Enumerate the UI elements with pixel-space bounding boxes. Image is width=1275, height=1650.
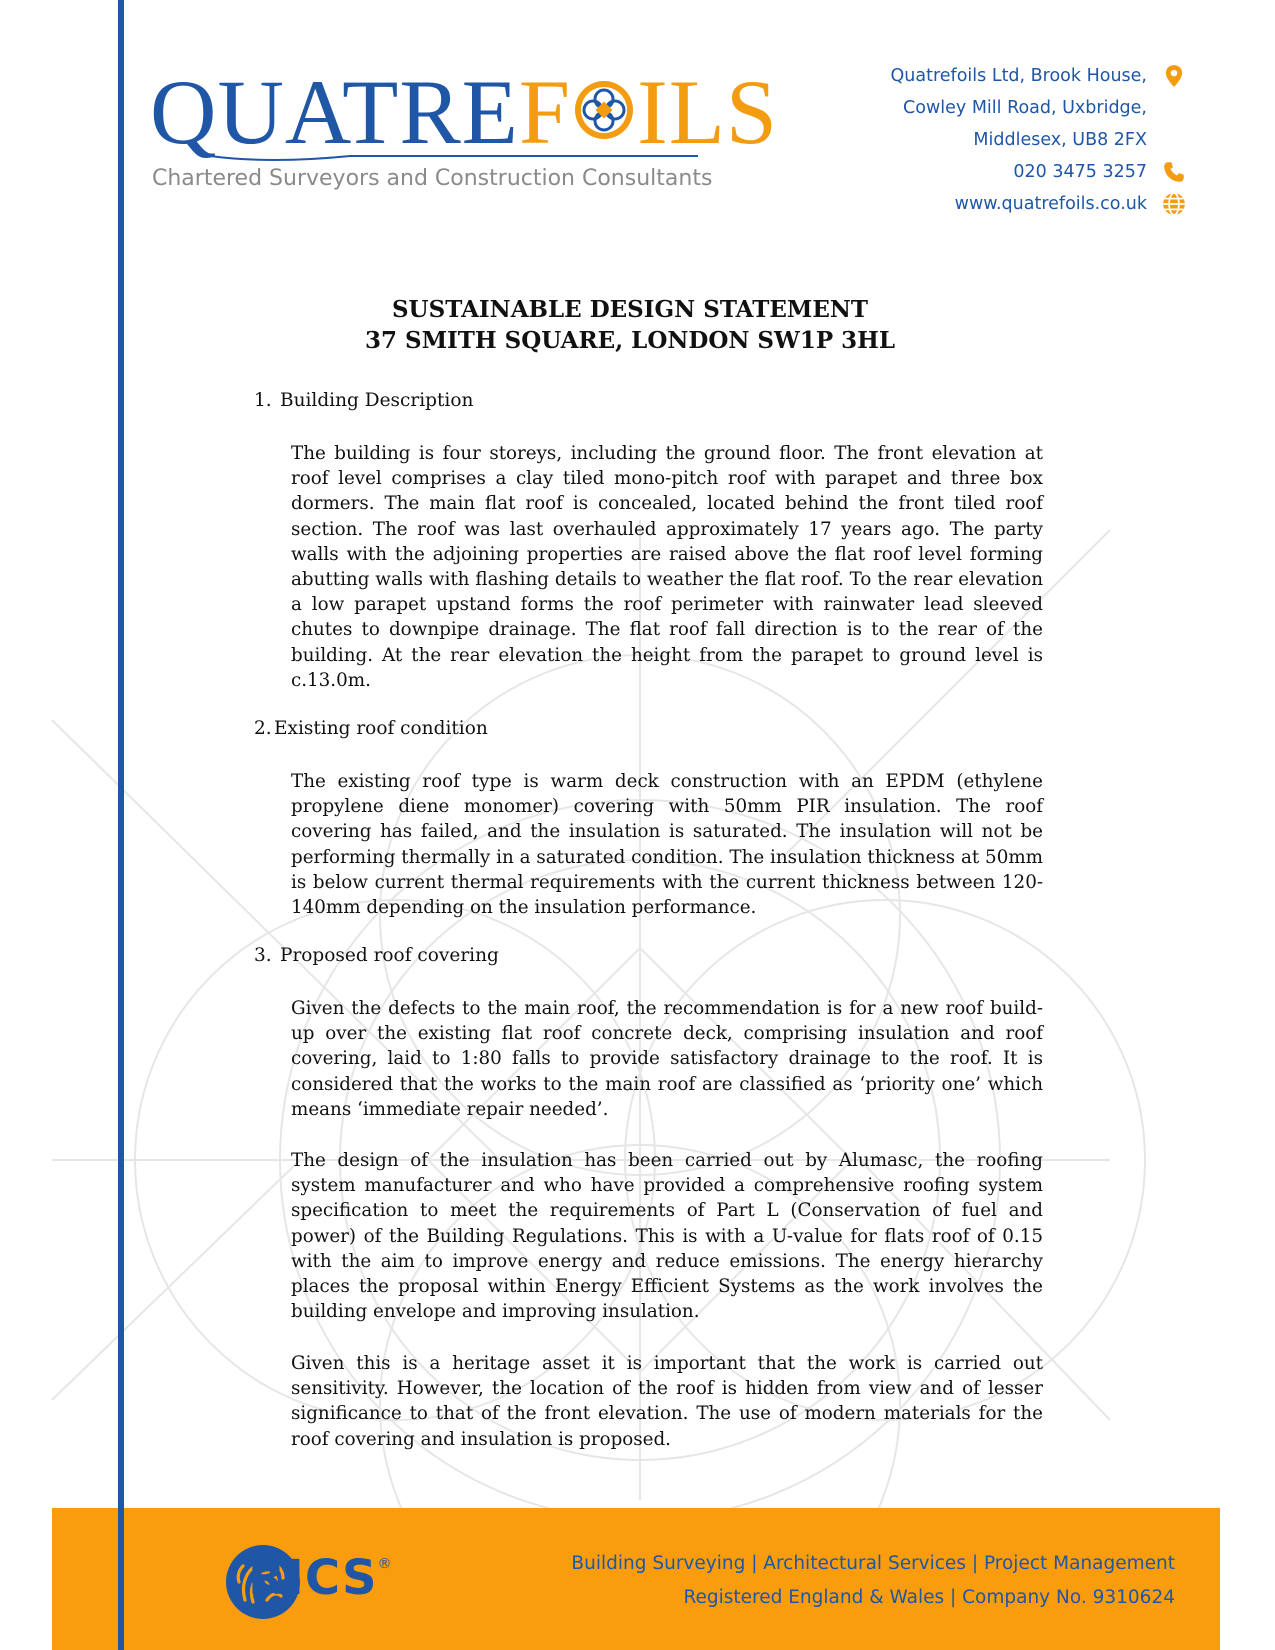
footer-registration: Registered England & Wales | Company No. 9310624 <box>683 1587 1175 1608</box>
logo-word-rest: ILS <box>637 61 779 163</box>
quatrefoil-icon <box>573 79 635 141</box>
paragraph: The building is four storeys, including the ground floor. The front elevation at roof level comprises a clay tiled mono-pitch roof with parapet and three box dormers. The main flat roof is concealed, located behind the front tiled roof section. The roof was last overhauled approximately 17 years ago. The party walls with the adjoining properties are raised above the flat roof level forming abutting walls with flashing details to weather the flat roof. To the rear elevation a low parapet upstand forms the roof perimeter with rainwater lead sleeved chutes to downpipe drainage. The flat roof fall direction is to the rear of the building. At the rear elevation the height from the parapet to ground level is c.13.0m. <box>291 443 1043 691</box>
website-link[interactable]: www.quatrefoils.co.uk <box>954 194 1147 214</box>
rics-label <box>248 1550 393 1606</box>
map-pin-icon <box>1161 63 1187 89</box>
paragraph: Given this is a heritage asset it is important that the work is carried out sensitivity. However, the location of the roof is hidden from view and of lesser significance to that of the front elevation. The use of modern materials for the roof covering and insulation is proposed. <box>291 1353 1043 1450</box>
rics-label-text: RICS <box>248 1550 378 1606</box>
logo-wordmark <box>150 61 779 163</box>
logo-swoosh <box>150 150 710 166</box>
company-address-line1: Quatrefoils Ltd, Brook House, <box>890 66 1147 86</box>
paragraph: The design of the insulation has been carried out by Alumasc, the roofing system manufacturer and who have provided a comprehensive roofing system specification to meet the requirements of Part L (Conservation of fuel and power) of the Building Regulations. This is with a U-value for flats roof of 0.15 with the aim to improve energy and reduce emissions. The energy hierarchy places the proposal within Energy Efficient Systems as the work involves the building envelope and improving insulation. <box>291 1150 1043 1323</box>
rics-reg-mark: ® <box>377 1556 393 1572</box>
left-accent-bar <box>118 0 124 1650</box>
section-number: 2. <box>254 718 272 739</box>
paragraph: The existing roof type is warm deck construction with an EPDM (ethylene propylene diene monomer) covering with 50mm PIR insulation. The roof covering has failed, and the insulation is saturated. The insulation will not be performing thermally in a saturated condition. The insulation thickness at 50mm is below current thermal requirements with the current thickness between 120-140mm depending on the insulation performance. <box>291 771 1043 919</box>
quatrefoils-logo <box>150 61 779 212</box>
phone-icon <box>1161 159 1187 185</box>
section-title: Proposed roof covering <box>280 945 499 966</box>
section-number: 3. <box>254 945 272 966</box>
section-heading <box>254 945 499 966</box>
paragraph: Given the defects to the main roof, the recommendation is for a new roof build-up over the existing flat roof concrete deck, comprising insulation and roof covering, laid to 1:80 falls to provide satisfactory drainage to the roof. It is considered that the works to the main roof are classified as ‘priority one’ which means ‘immediate repair needed’. <box>291 998 1043 1120</box>
company-address-line2: Cowley Mill Road, Uxbridge, <box>903 98 1147 118</box>
section-title: Existing roof condition <box>274 718 488 739</box>
section-heading <box>254 390 473 411</box>
document-subtitle-address: 37 SMITH SQUARE, LONDON SW1P 3HL <box>364 327 896 354</box>
document-title: SUSTAINABLE DESIGN STATEMENT <box>391 296 869 323</box>
section-number: 1. <box>254 390 272 411</box>
logo-word-f: F <box>518 61 572 163</box>
logo-tagline: Chartered Surveyors and Construction Consultants <box>152 166 713 191</box>
company-address-line3: Middlesex, UB8 2FX <box>973 130 1147 150</box>
phone-number[interactable]: 020 3475 3257 <box>1013 162 1147 182</box>
globe-icon <box>1161 191 1187 217</box>
section-heading <box>254 718 488 739</box>
footer-services: Building Surveying | Architectural Services | Project Management <box>571 1553 1175 1574</box>
contact-block <box>891 60 1187 220</box>
section-title: Building Description <box>280 390 474 411</box>
logo-word-part1: QUATRE <box>150 61 519 163</box>
